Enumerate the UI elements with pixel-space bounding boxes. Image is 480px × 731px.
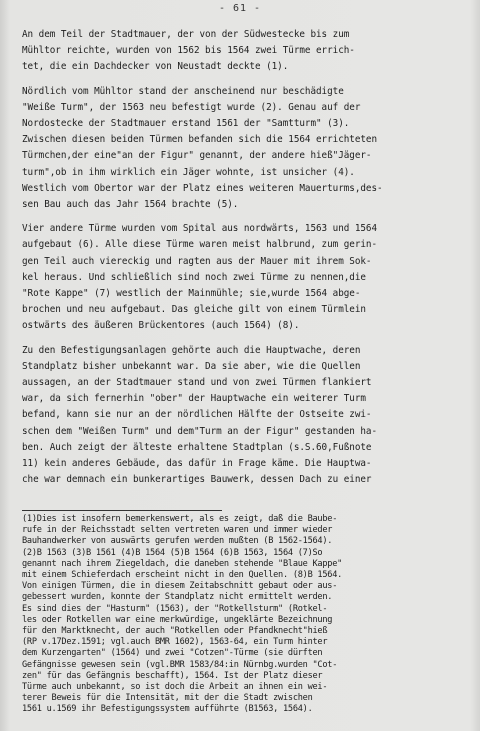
text-line: "Rote Kappe" (7) westlich der Mainmühle; sie,wurde 1564 abge- <box>22 288 361 300</box>
text-line: schen dem "Weißen Turm" und dem"Turm an der Figur" gestanden ha- <box>22 425 378 437</box>
page-number: - 61 - <box>218 3 262 14</box>
text-line: war, da sich fernerhin "ober" der Hauptwache ein weiterer Turm <box>22 393 366 405</box>
paragraph <box>22 27 466 76</box>
footnote-separator <box>22 510 222 511</box>
text-line: che war demnach ein bunkerartiges Bauwerk, dessen Dach zu einer <box>22 474 372 486</box>
footnote-line: Türme auch unbekannt, so ist doch die Arbeit an ihnen ein wei- <box>22 682 328 693</box>
text-line: tet, die ein Dachdecker von Neustadt deckte (1). <box>22 61 289 73</box>
footnote-line: dem Kurzengarten" (1564) und zwei "Cotzen"-Türme (sie dürften <box>22 648 323 659</box>
footnotes <box>22 514 466 716</box>
footnote-line: (1)Dies ist insofern bemerkenswert, als es zeigt, daß die Baube- <box>22 514 338 524</box>
text-line: befand, kann sie nur an der nördlichen Hälfte der Ostseite zwi- <box>22 409 372 421</box>
text-line: gen Teil auch viereckig und ragten aus der Mauer mit ihrem Sok- <box>22 255 372 267</box>
text-line: Westlich vom Obertor war der Platz eines weiteren Mauerturms,des- <box>22 182 383 194</box>
text-line: aufgebaut (6). Alle diese Türme waren meist halbrund, zum gerin- <box>22 239 378 251</box>
text-line: kel heraus. Und schließlich sind noch zwei Türme zu nennen,die <box>22 271 366 283</box>
footnote-line: (RP v.17Dez.1591; vgl.auch BMR 1602), 1563-64, ein Turm hinter <box>22 637 328 648</box>
text-line: sen Bau auch das Jahr 1564 brachte (5). <box>22 199 239 211</box>
text-line: Nordostecke der Stadtmauer erstand 1561 der "Samtturm" (3). <box>22 118 350 130</box>
paragraph <box>22 221 466 334</box>
footnote-line: mit einem Schieferdach erscheint nicht in den Quellen. (8)B 1564. <box>22 570 343 581</box>
text-line: aussagen, an der Stadtmauer stand und von zwei Türmen flankiert <box>22 377 372 389</box>
footnote-line: terer Beweis für die Intensität, mit der die Stadt zwischen <box>22 693 313 704</box>
footnote-line: genannt nach ihrem Ziegeldach, die daneben stehende "Blaue Kappe" <box>22 558 343 569</box>
text-line: Nördlich vom Mühltor stand der anscheinend nur beschädigte <box>22 85 344 97</box>
paragraph <box>22 343 466 489</box>
text-line: turm",ob in ihm wirklich ein Jäger wohnte, ist unsicher (4). <box>22 166 355 178</box>
text-line: Vier andere Türme wurden vom Spital aus nordwärts, 1563 und 1564 <box>22 223 378 235</box>
text-line: ostwärts des äußeren Brückentores (auch 1564) (8). <box>22 320 300 332</box>
text-line: Standplatz bisher unbekannt war. Da sie aber, wie die Quellen <box>22 360 361 372</box>
footnote-line: gebessert wurden, konnte der Standplatz nicht ermittelt werden. <box>22 592 333 603</box>
text-line: Mühltor reichte, wurden von 1562 bis 1564 zwei Türme errich- <box>22 45 355 57</box>
paragraph <box>22 84 466 214</box>
footnote-line: 1561 u.1569 ihr Befestigungssystem aufführte (B1563, 1564). <box>22 704 313 715</box>
footnote-line: Gefängnisse gewesen sein (vgl.BMR 1583/84:in Nürnbg.wurden "Cot- <box>22 659 338 670</box>
text-line: brochen und neu aufgebaut. Das gleiche gilt von einem Türmlein <box>22 304 366 316</box>
text-line: An dem Teil der Stadtmauer, der von der Südwestecke bis zum <box>22 29 350 40</box>
footnote-line: Bauhandwerker von auswärts gerufen werden mußten (B 1562-1564). <box>22 536 333 547</box>
footnote-line: les oder Rotkellen war eine merkwürdige, ungeklärte Bezeichnung <box>22 614 333 625</box>
main-text <box>22 27 466 496</box>
text-line: Zwischen diesen beiden Türmen befanden sich die 1564 errichteten <box>22 134 378 146</box>
text-line: ben. Auch zeigt der älteste erhaltene Stadtplan (s.S.60,Fußnote <box>22 441 372 453</box>
footnote-line: für den Marktknecht, der auch "Rotkellen oder Pfandknecht"hieß <box>22 626 328 637</box>
text-line: "Weiße Turm", der 1563 neu befestigt wurde (2). Genau auf der <box>22 101 361 113</box>
footnote-line: zen" für das Gefängnis beschafft), 1564. Ist der Platz dieser <box>22 670 323 681</box>
footnote-line: Von einigen Türmen, die in diesem Zeitabschnitt gebaut oder aus- <box>22 581 338 592</box>
footnote-line: (2)B 1563 (3)B 1561 (4)B 1564 (5)B 1564 (6)B 1563, 1564 (7)So <box>22 547 323 558</box>
text-line: 11) kein anderes Gebäude, das dafür in Frage käme. Die Hauptwa- <box>22 458 372 470</box>
footnote-line: rufe in der Reichsstadt selten vertreten waren und immer wieder <box>22 525 333 536</box>
text-line: Türmchen,der eine"an der Figur" genannt, der andere hieß"Jäger- <box>22 150 372 162</box>
text-line: Zu den Befestigungsanlagen gehörte auch die Hauptwache, deren <box>22 344 361 356</box>
footnote-line: Es sind dies der "Hasturm" (1563), der "Rotkellsturm" (Rotkel- <box>22 603 328 614</box>
